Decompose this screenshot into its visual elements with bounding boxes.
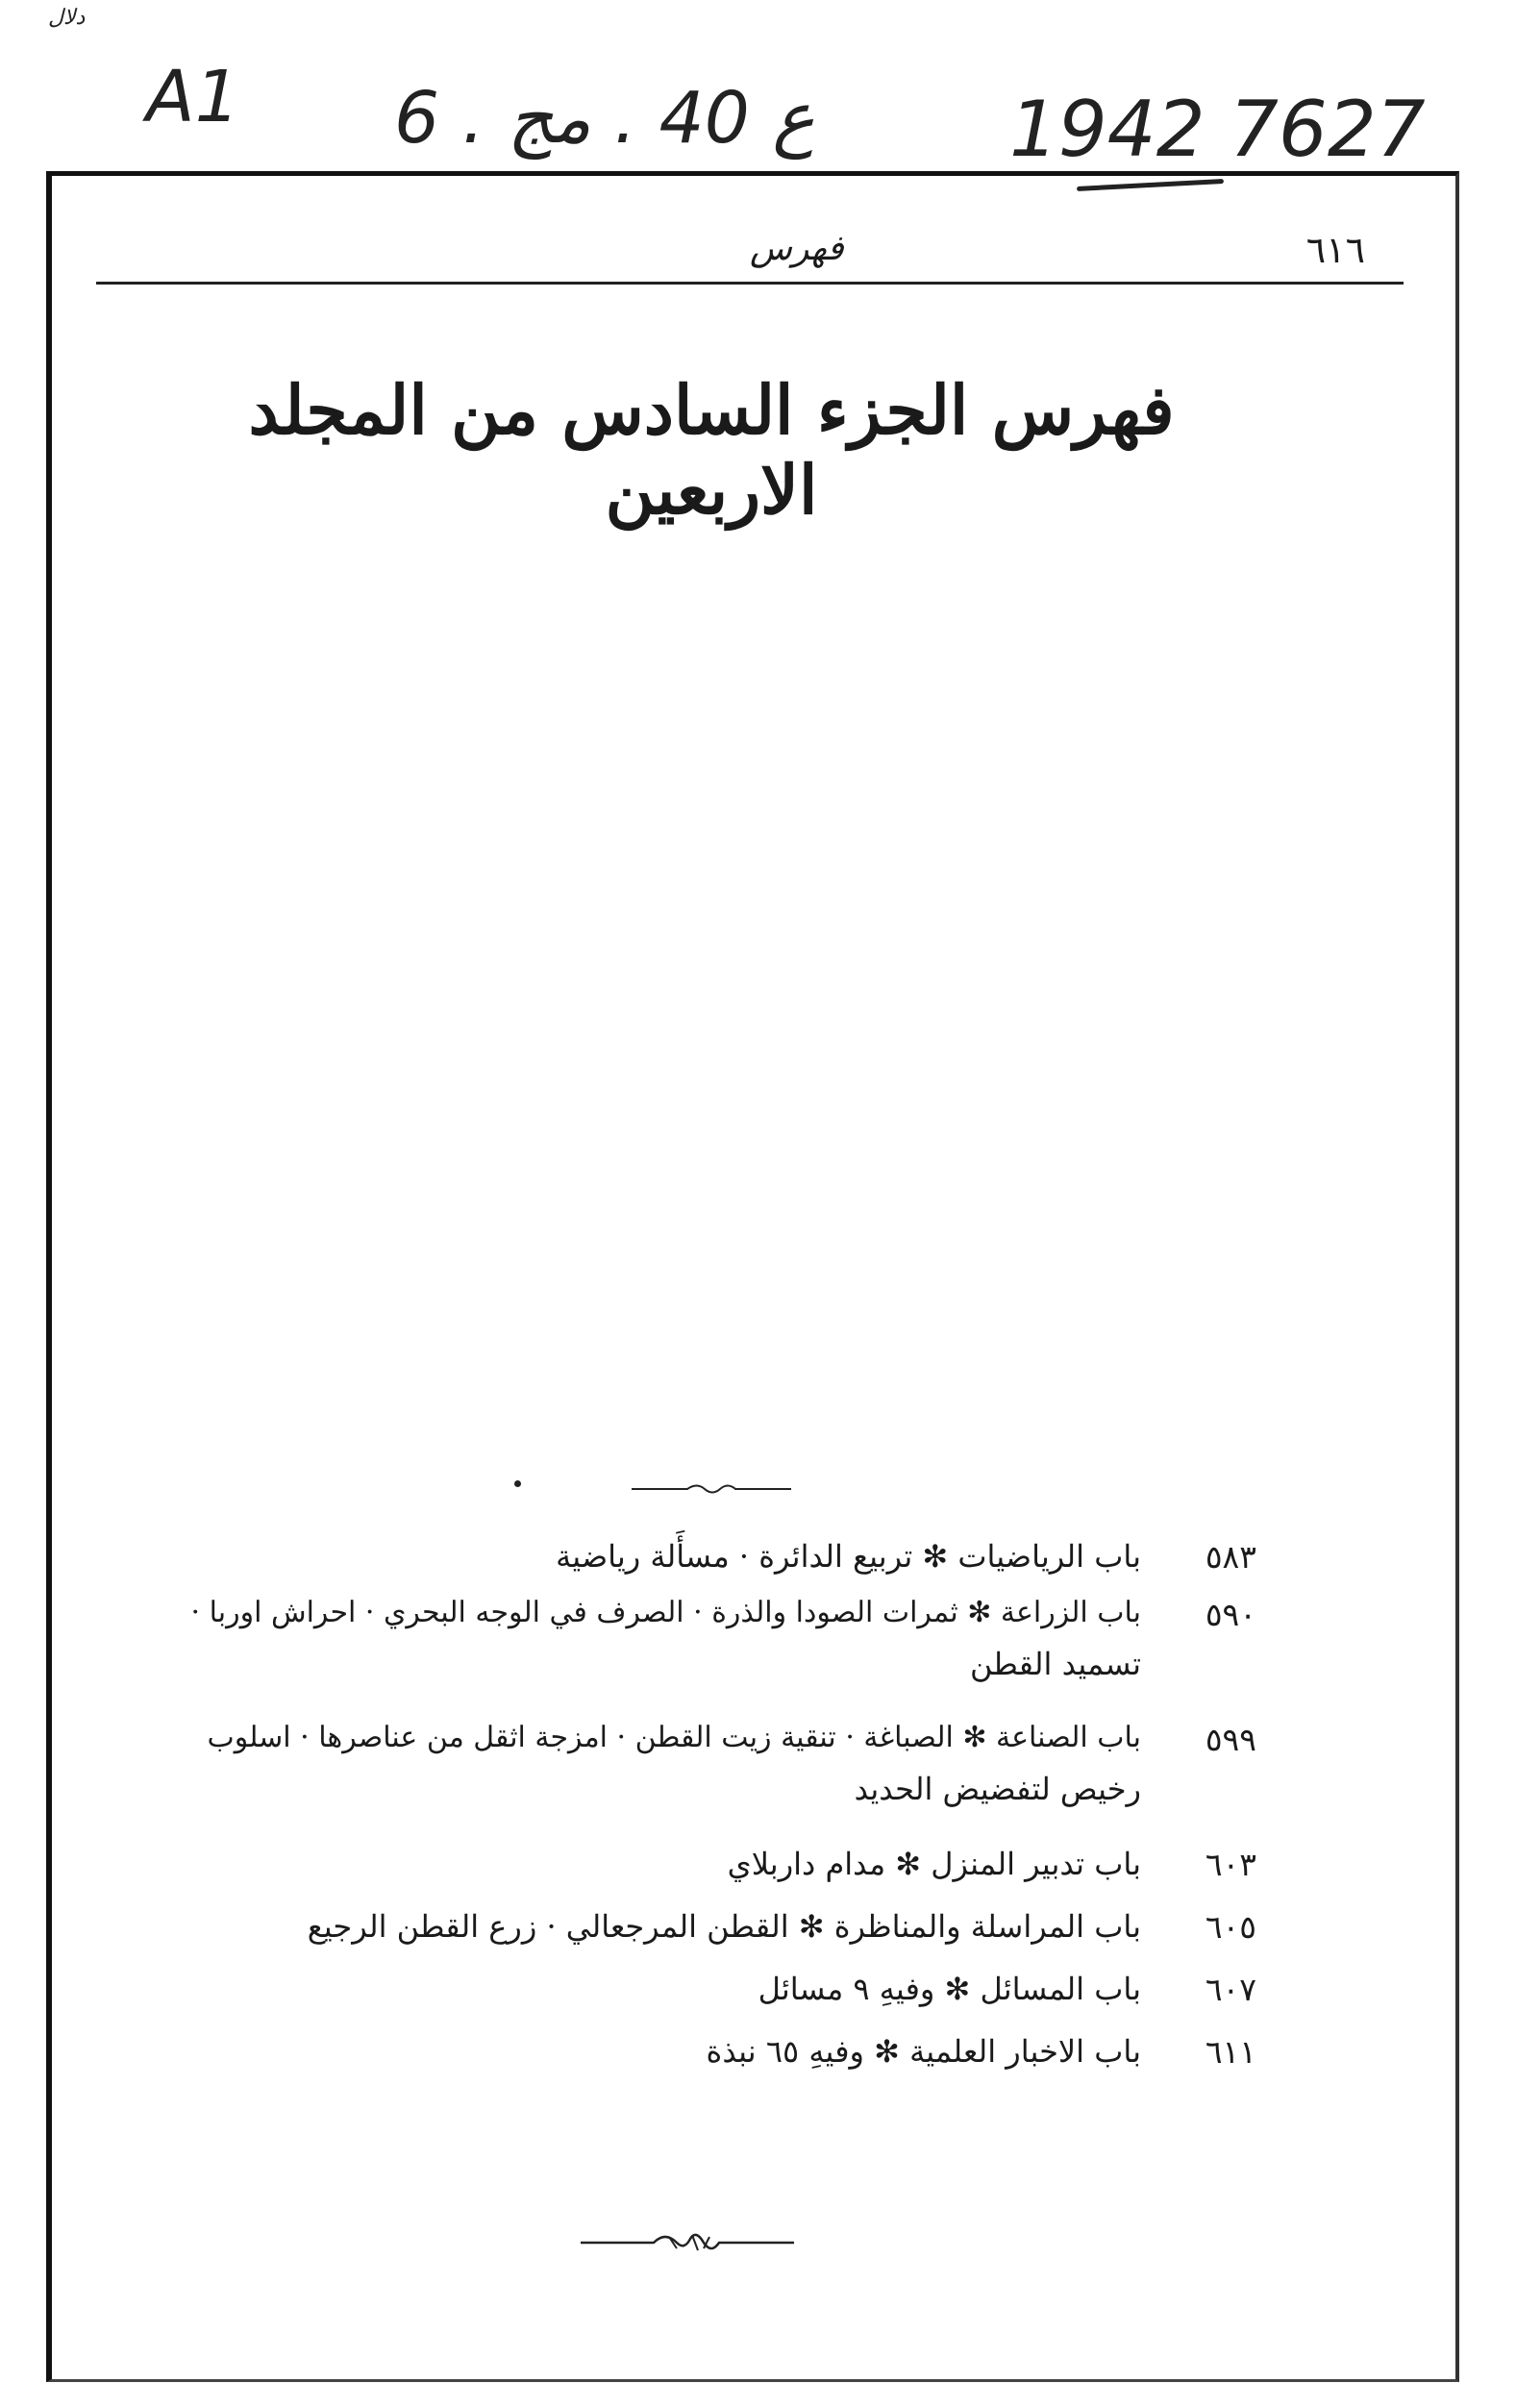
section-page-number: ٥٩٠ — [1205, 1596, 1256, 1633]
stray-dot — [514, 1480, 521, 1487]
divider-ornament — [630, 1480, 793, 1498]
section-title: باب الرياضيات ✻ تربيع الدائرة · مسأَلة رياضية — [556, 1538, 1141, 1575]
section-entry — [103, 1846, 1256, 1894]
handwritten-year-reference — [1009, 85, 1426, 174]
running-head-label: فهرس — [750, 229, 844, 268]
handwritten-code: A1 — [146, 56, 240, 138]
section-title: باب المراسلة والمناظرة ✻ القطن المرجعالي · زرع القطن الرجيع — [307, 1908, 1141, 1945]
section-page-number: ٦٠٧ — [1205, 1971, 1256, 2008]
page-number: ٦١٦ — [1305, 229, 1365, 271]
header-rule — [96, 282, 1404, 285]
section-entry — [103, 1538, 1256, 1586]
year-reference-text: 1942 7627 — [1009, 85, 1426, 174]
section-entry — [103, 1971, 1256, 2019]
section-page-number: ٥٨٣ — [1205, 1538, 1256, 1576]
section-title: باب تدبير المنزل ✻ مدام داربلاي — [727, 1846, 1141, 1882]
section-title-continued: تسميد القطن — [969, 1646, 1141, 1682]
section-page-number: ٥٩٩ — [1205, 1721, 1256, 1758]
handwritten-volume-reference: 6 . ع 40 . مج — [394, 77, 815, 160]
section-page-number: ٦٠٥ — [1205, 1908, 1256, 1946]
section-entry — [103, 2033, 1256, 2081]
section-entry — [103, 1596, 1256, 1692]
corner-handwritten-note: دلال — [48, 6, 86, 30]
section-entry — [103, 1908, 1256, 1956]
section-title: باب المسائل ✻ وفيهِ ٩ مسائل — [758, 1971, 1141, 2007]
section-title: باب الزراعة ✻ ثمرات الصودا والذرة · الصرف في الوجه البحري · احراش اوربا · — [190, 1596, 1141, 1629]
section-entry — [103, 1721, 1256, 1817]
section-title: باب الاخبار العلمية ✻ وفيهِ ٦٥ نبذة — [706, 2033, 1141, 2070]
section-title-continued: رخيص لتفضيض الحديد — [854, 1771, 1141, 1807]
section-page-number: ٦٠٣ — [1205, 1846, 1256, 1883]
section-page-number: ٦١١ — [1205, 2033, 1256, 2071]
running-head — [96, 229, 1404, 277]
section-title: باب الصناعة ✻ الصباغة · تنقية زيت القطن · امزجة اثقل من عناصرها · اسلوب — [207, 1721, 1141, 1754]
page-title: فهرس الجزء السادس من المجلد الاربعين — [248, 370, 1175, 530]
end-ornament — [577, 2225, 798, 2260]
